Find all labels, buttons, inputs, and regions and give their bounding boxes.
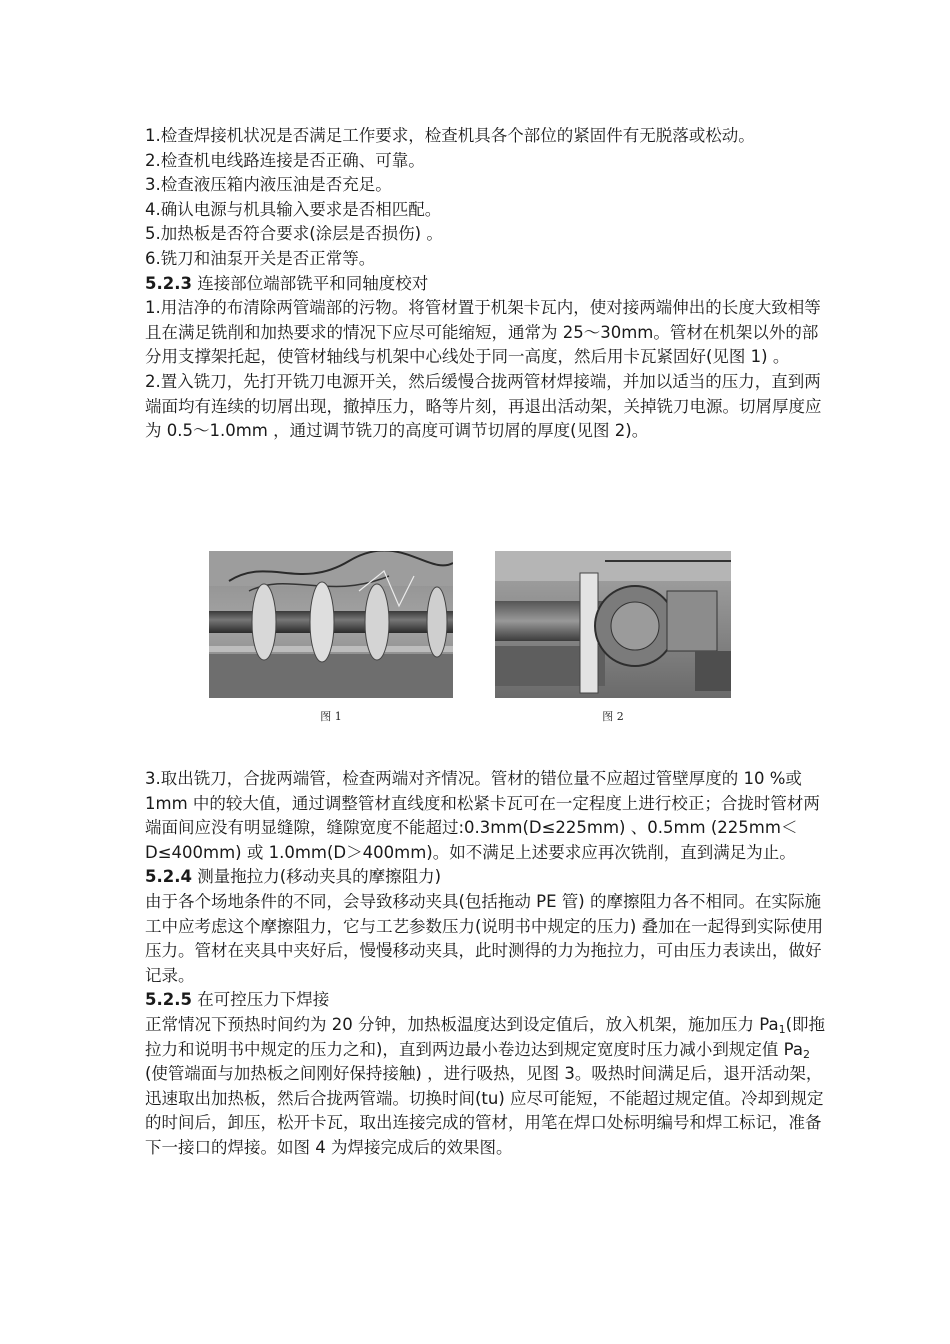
figure-1-caption: 图 1 [320, 710, 342, 723]
text-run: 正常情况下预热时间约为 20 分钟，加热板温度达到设定值后，放入机架，施加压力 Pa [145, 1014, 779, 1034]
paragraph: 3.取出铣刀，合拢两端管，检查两端对齐情况。管材的错位量不应超过管壁厚度的 10 %或 1mm 中的较大值，通过调整管材直线度和松紧卡瓦可在一定程度上进行校正；合拢时管材两端面间应没有明显缝隙，缝隙宽度不能超过:0.3mm(D≤225mm) 、0.5mm (225mm＜D≤400mm) 或 1.0mm(D＞400mm)。如不满足上述要求应再次铣削，直到满足为止。 [145, 769, 820, 862]
figure-1 [209, 551, 453, 724]
figure-2-photo [495, 551, 731, 698]
subscript: 1 [778, 1022, 786, 1036]
section-number: 5.2.4 [145, 867, 192, 887]
paragraph: 由于各个场地条件的不同，会导致移动夹具(包括拖动 PE 管) 的摩擦阻力各不相同。在实际施工中应考虑这个摩擦阻力，它与工艺参数压力(说明书中规定的压力) 叠加在一起得到实际使用压力。管材在夹具中夹好后，慢慢移动夹具，此时测得的力为拖拉力，可由压力表读出，做好记录。 [145, 891, 824, 985]
check-item-1: 1.检查焊接机状况是否满足工作要求，检查机具各个部位的紧固件有无脱落或松动。 [145, 126, 755, 145]
check-item-5: 5.加热板是否符合要求(涂层是否损伤) 。 [145, 224, 443, 244]
figure-1-photo [209, 551, 453, 698]
paragraph: 1.用洁净的布清除两管端部的污物。将管材置于机架卡瓦内，使对接两端伸出的长度大致相等且在满足铣削和加热要求的情况下应尽可能缩短，通常为 25～30mm。管材在机架以外的部分用支撑架托起，使管材轴线与机架中心线处于同一高度，然后用卡瓦紧固好(见图 1) 。 [145, 298, 821, 367]
section-number: 5.2.3 [145, 273, 192, 293]
section-heading-523 [145, 272, 825, 297]
section-title: 在可控压力下焊接 [191, 990, 330, 1010]
text-block-bottom [145, 767, 825, 1161]
section-heading-524 [145, 865, 825, 890]
section-title: 测量拖拉力(移动夹具的摩擦阻力) [191, 867, 442, 887]
check-item-4: 4.确认电源与机具输入要求是否相匹配。 [145, 199, 442, 219]
section-title: 连接部位端部铣平和同轴度校对 [191, 273, 429, 293]
paragraph-525 [145, 1013, 825, 1161]
subscript: 2 [803, 1047, 811, 1061]
text-run: (使管端面与加热板之间刚好保持接触) ，进行吸热，见图 3。吸热时间满足后，退开活动架，迅速取出加热板，然后合拢两管端。切换时间(tu) 应尽可能短，不能超过规定值。冷却到规定的时间后，卸压，松开卡瓦，取出连接完成的管材，用笔在焊口处标明编号和焊工标记，准备下一接口的焊接。如图 4 为焊接完成后的效果图。 [145, 1064, 824, 1157]
figure-2 [495, 551, 731, 724]
text-block-top [145, 124, 825, 444]
paragraph: 2.置入铣刀，先打开铣刀电源开关，然后缓慢合拢两管材焊接端，并加以适当的压力，直到两端面均有连续的切屑出现，撤掉压力，略等片刻，再退出活动架，关掉铣刀电源。切屑厚度应为 0.5～1.0mm ，通过调节铣刀的高度可调节切屑的厚度(见图 2)。 [145, 371, 822, 441]
text-run: (即拖拉力和说明书中规定的压力之和)，直到两边最小卷边达到规定宽度时压力减小到规定值 Pa [145, 1014, 825, 1059]
figure-2-caption: 图 2 [602, 710, 624, 723]
section-number: 5.2.5 [145, 990, 192, 1010]
check-item-6: 6.铣刀和油泵开关是否正常等。 [145, 248, 376, 268]
section-heading-525 [145, 988, 825, 1013]
check-item-2: 2.检查机电线路连接是否正确、可靠。 [145, 150, 425, 170]
check-item-3: 3.检查液压箱内液压油是否充足。 [145, 175, 392, 195]
